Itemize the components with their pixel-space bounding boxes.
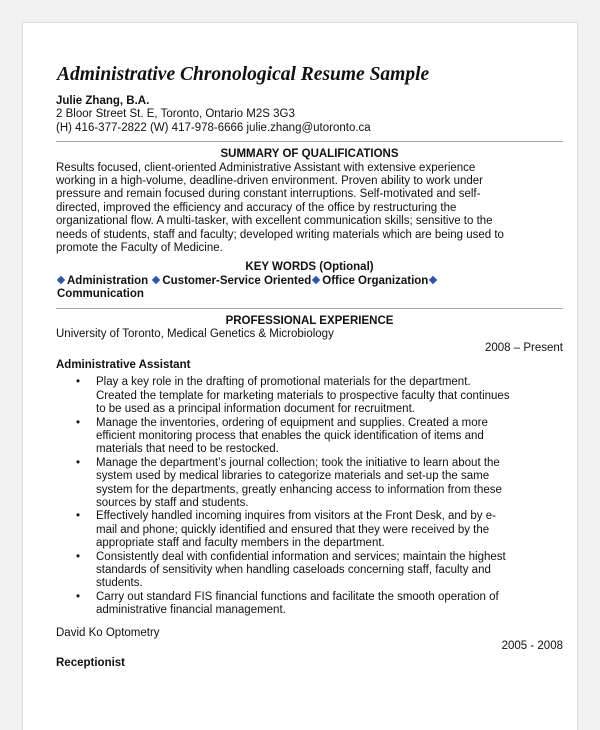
duty-item [56,591,524,618]
employer-name: University of Toronto, Medical Genetics & Microbiology [56,328,334,341]
duty-line: to be used as a principal information document for recruitment. [96,403,415,416]
duty-line: mail and phone; quickly identified and ensured that they were received by the [96,523,490,536]
duty-line: system used by medical libraries to categorize materials and set-up the same [96,470,490,483]
duty-line: standards of sensitivity when handling caseloads concerning staff, faculty and [96,564,491,576]
summary-line: promote the Faculty of Medicine. [56,242,223,255]
duty-line: administrative financial management. [96,604,286,617]
summary-line: needs of students, staff and faculty; developed writing materials which are being used to [56,228,504,241]
duty-line: system for the departments, greatly enhancing access to information from these [96,483,502,496]
keyword: Office Organization [322,274,429,287]
duty-line: • Effectively handled incoming inquires from visitors at the Front Desk, and by e- [96,510,496,523]
applicant-address: 2 Bloor Street St. E, Toronto, Ontario M2S 3G3 [56,108,295,121]
employment-dates: 2008 – Present [484,341,563,354]
document-title: Administrative Chronological Resume Sample [57,64,430,85]
duty-line: • Manage the department’s journal collection; took the initiative to learn about the [96,456,500,469]
keyword: Administration [67,274,149,287]
duty-item [56,510,524,550]
diamond-bullet-icon [57,276,65,284]
diamond-bullet-icon [152,276,160,284]
duty-line: students. [96,577,143,590]
summary-line: Results focused, client-oriented Administrative Assistant with extensive experience [56,161,476,174]
employment-dates: 2005 - 2008 [501,640,563,653]
job-title: Administrative Assistant [56,358,191,371]
duty-line: materials that need to be restocked. [96,443,279,456]
applicant-name: Julie Zhang, B.A. [56,95,150,107]
summary-line: pressure and remain focused during constant interruptions. Self-motivated and self- [56,188,481,201]
duty-item [56,457,524,511]
summary-paragraph [56,162,563,256]
summary-heading: SUMMARY OF QUALIFICATIONS [220,148,399,161]
summary-line: organizational flow. A multi-tasker, with excellent communication skills; sensitive to the [56,215,493,228]
keyword: Communication [57,288,144,301]
resume-content [56,63,563,671]
duty-item [56,376,524,416]
summary-line: directed, improved the efficiency and accuracy of the office by restructuring the [56,201,457,214]
document-page [22,22,578,730]
section-divider [56,308,563,309]
duty-item [56,551,524,591]
duty-item [56,417,524,457]
job-title: Receptionist [56,657,126,670]
duty-line: Created the template for marketing materials to prospective faculty that continues [96,389,510,402]
duty-line: • Manage the inventories, ordering of equipment and supplies. Created a more [96,416,488,429]
duty-line: sources by staff and students. [96,496,249,509]
spacer [56,618,563,624]
duty-line: appropriate staff and faculty members in the department. [96,537,385,550]
experience-heading: PROFESSIONAL EXPERIENCE [225,314,394,327]
duty-line: • Consistently deal with confidential information and services; maintain the highest [96,550,506,563]
diamond-bullet-icon [429,276,437,284]
keywords-heading: KEY WORDS (Optional) [245,261,374,274]
duties-list [56,376,563,617]
applicant-phone-email: (H) 416-377-2822 (W) 417-978-6666 julie.zhang@utoronto.ca [56,121,371,134]
keyword: Customer-Service Oriented [162,274,312,287]
summary-line: working in a high-volume, deadline-driven environment. Proven ability to work under [56,175,483,188]
duty-line: • Play a key role in the drafting of promotional materials for the department. [96,376,471,389]
duty-line: • Carry out standard FIS financial functions and facilitate the smooth operation of [96,590,499,603]
keywords-list [56,275,563,302]
diamond-bullet-icon [312,276,320,284]
employer-name: David Ko Optometry [56,626,160,639]
section-divider [56,141,563,142]
duty-line: efficient monitoring process that enables the quick identification of items and [96,429,484,442]
